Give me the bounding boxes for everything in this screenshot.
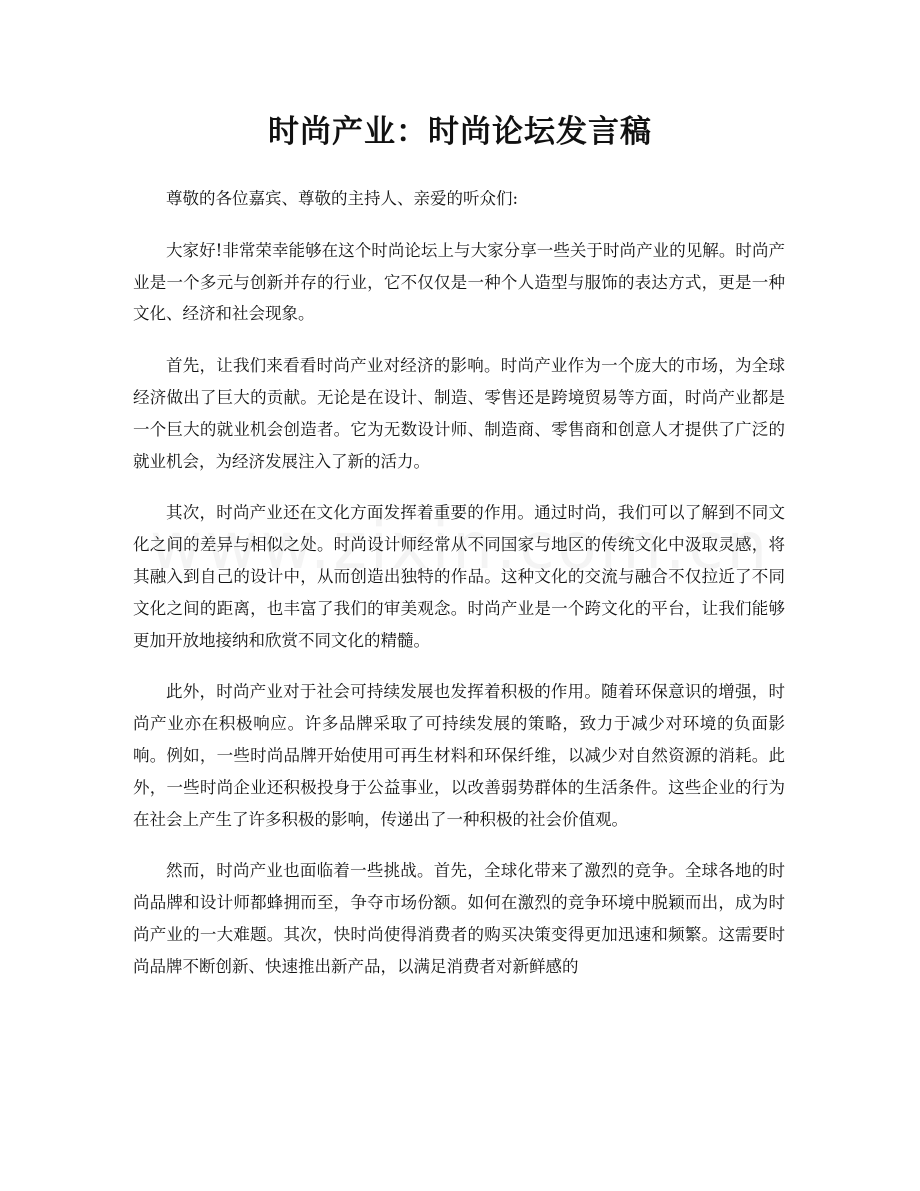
document-body xyxy=(133,183,785,1003)
salutation-paragraph: 尊敬的各位嘉宾、尊敬的主持人、亲爱的听众们: xyxy=(166,189,519,208)
document-title: 时尚产业：时尚论坛发言稿 xyxy=(268,114,652,150)
challenges-paragraph: 然而，时尚产业也面临着一些挑战。首先，全球化带来了激烈的竞争。全球各地的时尚品牌和设计师都蜂拥而至，争夺市场份额。如何在激烈的竞争环境中脱颖而出，成为时尚产业的一大难题。其次，快时尚使得消费者的购买决策变得更加迅速和频繁。这需要时尚品牌不断创新、快速推出新产品，以满足消费者对新鲜感的 xyxy=(133,861,785,976)
intro-paragraph: 大家好!非常荣幸能够在这个时尚论坛上与大家分享一些关于时尚产业的见解。时尚产业是一个多元与创新并存的行业，它不仅仅是一种个人造型与服饰的表达方式，更是一种文化、经济和社会现象。 xyxy=(133,240,785,324)
culture-paragraph: 其次，时尚产业还在文化方面发挥着重要的作用。通过时尚，我们可以了解到不同文化之间的差异与相似之处。时尚设计师经常从不同国家与地区的传统文化中汲取灵感，将其融入到自己的设计中，从而创造出独特的作品。这种文化的交流与融合不仅拉近了不同文化之间的距离，也丰富了我们的审美观念。时尚产业是一个跨文化的平台，让我们能够更加开放地接纳和欣赏不同文化的精髓。 xyxy=(133,503,785,650)
economy-paragraph: 首先，让我们来看看时尚产业对经济的影响。时尚产业作为一个庞大的市场，为全球经济做出了巨大的贡献。无论是在设计、制造、零售还是跨境贸易等方面，时尚产业都是一个巨大的就业机会创造者。它为无数设计师、制造商、零售商和创意人才提供了广泛的就业机会，为经济发展注入了新的活力。 xyxy=(133,356,785,471)
sustainability-paragraph: 此外，时尚产业对于社会可持续发展也发挥着积极的作用。随着环保意识的增强，时尚产业亦在积极响应。许多品牌采取了可持续发展的策略，致力于减少对环境的负面影响。例如，一些时尚品牌开始使用可再生材料和环保纤维，以减少对自然资源的消耗。此外，一些时尚企业还积极投身于公益事业，以改善弱势群体的生活条件。这些企业的行为在社会上产生了许多积极的影响，传递出了一种积极的社会价值观。 xyxy=(133,682,785,829)
